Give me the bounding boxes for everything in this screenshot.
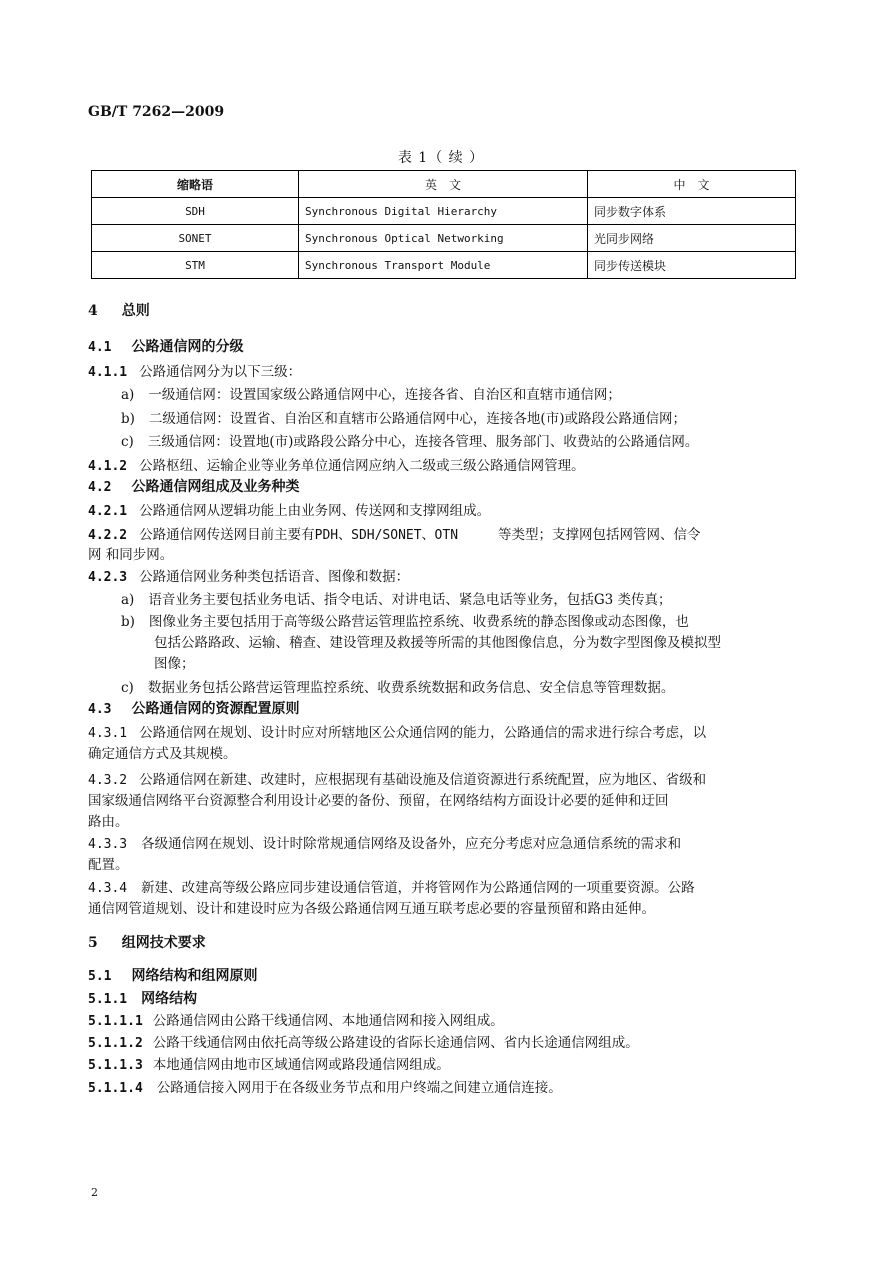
clause-4-3-4-cont: 通信网管道规划、设计和建设时应为各级公路通信网互通互联考虑必要的容量预留和路由延伸。 — [88, 901, 655, 917]
clause-5-1-1-1 — [88, 1009, 504, 1029]
section-4-1-heading — [88, 336, 243, 356]
clause-text-tech: PDH、SDH/SONET、OTN — [314, 528, 459, 543]
clause-text: 公路通信接入网用于在各级业务节点和用户终端之间建立通信连接。 — [156, 1080, 562, 1096]
section-5-1-1-heading — [88, 988, 197, 1008]
section-title: 网络结构 — [141, 991, 198, 1007]
clause-number: 5.1.1.4 — [88, 1081, 143, 1096]
clause-4-1-1 — [88, 360, 301, 380]
clause-4-2-2 — [88, 523, 701, 543]
clause-text: 公路通信网由公路干线通信网、本地通信网和接入网组成。 — [152, 1013, 504, 1029]
clause-text: 新建、改建高等级公路应同步建设通信管道，并将管网作为公路通信网的一项重要资源。公路 — [141, 880, 695, 896]
clause-number: 4.3.2 — [88, 773, 128, 788]
page-number: 2 — [91, 1186, 98, 1199]
clause-text: 公路枢纽、运输企业等业务单位通信网应纳入二级或三级公路通信网管理。 — [139, 458, 585, 474]
list-item — [121, 407, 686, 427]
clause-4-2-1 — [88, 499, 490, 519]
clause-number: 5.1.1.3 — [88, 1058, 143, 1073]
section-number: 5 — [88, 935, 98, 951]
clause-4-3-2-cont: 路由。 — [88, 814, 129, 830]
table-cell-abbr: SONET — [92, 225, 299, 252]
list-text: 二级通信网：设置省、自治区和直辖市公路通信网中心，连接各地(市)或路段公路通信网； — [148, 411, 686, 427]
section-title: 公路通信网的资源配置原则 — [131, 701, 300, 717]
clause-number: 4.3.3 — [88, 837, 128, 852]
section-number: 5.1.1 — [88, 992, 128, 1007]
clause-4-2-3 — [88, 565, 409, 585]
list-text: 数据业务包括公路营运管理监控系统、收费系统数据和政务信息、安全信息等管理数据。 — [147, 680, 675, 696]
section-5-heading — [88, 932, 206, 952]
clause-4-2-2-cont: 网 和同步网。 — [88, 547, 174, 563]
clause-text: 公路通信网分为以下三级： — [139, 364, 302, 380]
clause-text: 公路通信网在新建、改建时，应根据现有基础设施及信道资源进行系统配置，应为地区、省级和 — [139, 772, 707, 788]
section-number: 4.1 — [88, 340, 112, 355]
list-item — [121, 676, 674, 696]
list-item-cont: 包括公路路政、运输、稽查、建设管理及救援等所需的其他图像信息，分为数字型图像及模拟型 — [154, 635, 721, 651]
clause-4-3-2 — [88, 768, 706, 788]
list-label: a) — [121, 592, 135, 608]
clause-number: 5.1.1.2 — [88, 1036, 143, 1051]
list-text: 图像业务主要包括用于高等级公路营运管理监控系统、收费系统的静态图像或动态图像，也 — [148, 614, 689, 630]
section-4-heading — [88, 300, 150, 320]
clause-number: 4.3.1 — [88, 726, 128, 741]
section-4-3-heading — [88, 698, 299, 718]
table-header-chinese: 中 文 — [588, 171, 796, 198]
section-5-1-heading — [88, 965, 257, 985]
table-cell-english: Synchronous Digital Hierarchy — [299, 198, 588, 225]
list-label: c) — [121, 434, 134, 450]
clause-text: 公路通信网在规划、设计时应对所辖地区公众通信网的能力，公路通信的需求进行综合考虑，以 — [139, 725, 707, 741]
table-cell-english: Synchronous Transport Module — [299, 252, 588, 279]
table-cell-abbr: STM — [92, 252, 299, 279]
clause-number: 4.1.2 — [88, 459, 128, 474]
table-cell-chinese: 光同步网络 — [588, 225, 796, 252]
clause-text: 公路通信网从逻辑功能上由业务网、传送网和支撑网组成。 — [139, 503, 491, 519]
clause-text: 公路通信网传送网目前主要有 — [139, 527, 315, 543]
clause-number: 4.1.1 — [88, 365, 128, 380]
table-cell-abbr: SDH — [92, 198, 299, 225]
standard-number: GB/T 7262—2009 — [88, 104, 225, 120]
clause-number: 4.2.2 — [88, 528, 128, 543]
table-header-english: 英 文 — [299, 171, 588, 198]
clause-5-1-1-3 — [88, 1053, 450, 1073]
section-number: 4.3 — [88, 702, 112, 717]
list-text: 一级通信网：设置国家级公路通信网中心，连接各省、自治区和直辖市通信网； — [148, 387, 621, 403]
section-number: 5.1 — [88, 969, 112, 984]
clause-4-3-4 — [88, 876, 695, 896]
section-number: 4.2 — [88, 480, 112, 495]
clause-4-3-1 — [88, 721, 706, 741]
table-cell-chinese: 同步传送模块 — [588, 252, 796, 279]
list-text: 三级通信网：设置地(市)或路段公路分中心，连接各管理、服务部门、收费站的公路通信网。 — [147, 434, 699, 450]
table-row — [92, 252, 796, 279]
section-4-2-heading — [88, 476, 299, 496]
section-number: 4 — [88, 303, 98, 319]
clause-text: 各级通信网在规划、设计时除常规通信网络及设备外，应充分考虑对应急通信系统的需求和 — [141, 836, 682, 852]
list-label: b) — [121, 614, 135, 630]
clause-number: 4.3.4 — [88, 881, 128, 896]
list-item — [121, 610, 689, 630]
clause-5-1-1-4 — [88, 1076, 562, 1096]
clause-4-3-2-cont: 国家级通信网络平台资源整合利用设计必要的备份、预留，在网络结构方面设计必要的延伸和迂回 — [88, 793, 669, 809]
section-title: 网络结构和组网原则 — [131, 968, 258, 984]
section-title: 公路通信网组成及业务种类 — [131, 479, 300, 495]
clause-number: 4.2.1 — [88, 504, 128, 519]
clause-number: 4.2.3 — [88, 570, 128, 585]
clause-4-3-3-cont: 配置。 — [88, 857, 129, 873]
clause-text: 公路通信网业务种类包括语音、图像和数据： — [139, 569, 410, 585]
table-row — [92, 198, 796, 225]
list-label: c) — [121, 680, 134, 696]
clause-5-1-1-2 — [88, 1031, 639, 1051]
clause-4-1-2 — [88, 454, 585, 474]
section-title: 组网技术要求 — [121, 935, 206, 951]
list-item — [121, 588, 672, 608]
clause-4-3-1-cont: 确定通信方式及其规模。 — [88, 746, 237, 762]
table-row — [92, 225, 796, 252]
list-item-cont: 图像； — [154, 656, 195, 672]
clause-text: 本地通信网由地市区域通信网或路段通信网组成。 — [152, 1057, 450, 1073]
list-item — [121, 383, 621, 403]
list-label: a) — [121, 387, 135, 403]
clause-text: 公路干线通信网由依托高等级公路建设的省际长途通信网、省内长途通信网组成。 — [152, 1035, 639, 1051]
section-title: 公路通信网的分级 — [131, 339, 244, 355]
clause-number: 5.1.1.1 — [88, 1014, 143, 1029]
table-header-abbr: 缩略语 — [92, 171, 299, 198]
abbreviation-table — [91, 170, 796, 279]
table-header-row — [92, 171, 796, 198]
table-caption: 表 1（ 续 ） — [397, 150, 485, 166]
clause-4-3-3 — [88, 832, 681, 852]
table-cell-english: Synchronous Optical Networking — [299, 225, 588, 252]
list-item — [121, 430, 698, 450]
list-label: b) — [121, 411, 135, 427]
list-text: 语音业务主要包括业务电话、指令电话、对讲电话、紧急电话等业务，包括G3 类传真； — [148, 592, 672, 608]
table-cell-chinese: 同步数字体系 — [588, 198, 796, 225]
section-title: 总则 — [121, 303, 150, 319]
clause-text: 等类型；支撑网包括网管网、信令 — [498, 527, 701, 543]
